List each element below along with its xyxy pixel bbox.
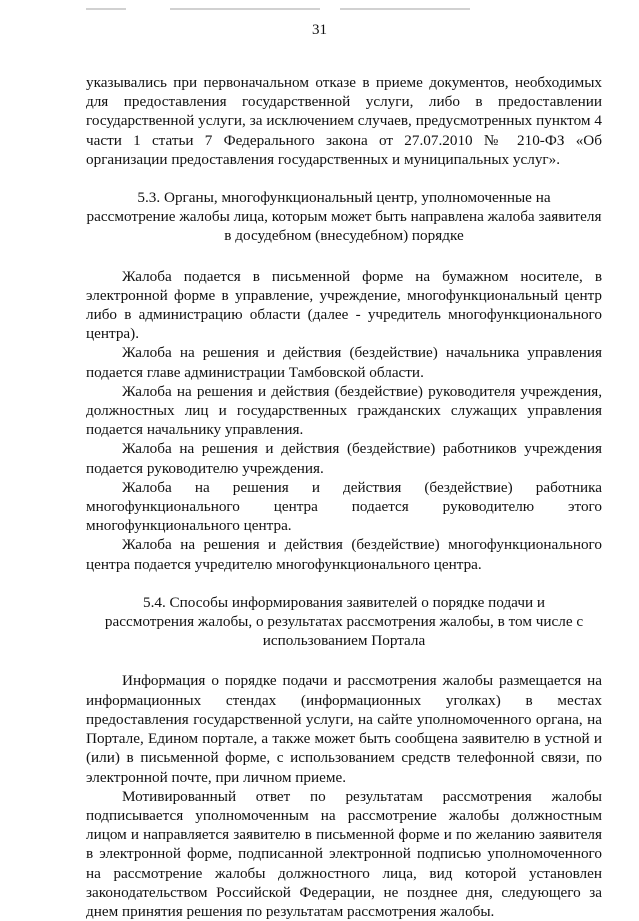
section-heading-5-3	[86, 188, 602, 246]
document-body	[86, 73, 602, 921]
heading-line: в досудебном (внесудебном) порядке	[224, 227, 464, 245]
heading-line: рассмотрения жалобы, о результатах рассмотрения жалобы, в том числе с	[104, 613, 584, 631]
paragraph: Жалоба на решения и действия (бездействие) работников учреждения подается руководителю учреждения.	[86, 440, 602, 477]
scan-artifact-top	[340, 8, 470, 10]
paragraph-continuation: указывались при первоначальном отказе в приеме документов, необходимых для предоставления государственной услуги, либо в предоставлении государственной услуги, за исключением случаев, предусмотренных пунктом 4 части 1 статьи 7 Федерального закона от 27.07.2010 № 210-ФЗ «Об организации предоставления государственных и муниципальных услуг».	[86, 74, 602, 168]
section-heading-5-4	[86, 593, 602, 651]
paragraph: Мотивированный ответ по результатам рассмотрения жалобы подписывается уполномоченным на рассмотрение жалобы должностным лицом и направляется заявителю в письменной форме и по желанию заявителя в электронной форме, подписанной электронной подписью уполномоченного на рассмотрение жалобы должностного лица, вид которой установлен законодательством Российской Федерации, не позднее дня, следующего за днем принятия решения по результатам рассмотрения жалобы.	[86, 787, 602, 920]
paragraph: Жалоба на решения и действия (бездействие) работника многофункционального центра подается руководителю этого многофункционального центра.	[86, 478, 602, 535]
section-5-4-body	[86, 671, 602, 921]
page-number: 31	[312, 22, 327, 38]
heading-line: 5.3. Органы, многофункциональный центр, уполномоченные на	[137, 189, 551, 207]
paragraph: Информация о порядке подачи и рассмотрения жалобы размещается на информационных стендах (информационных уголках) в местах предоставления государственной услуги, на сайте уполномоченного органа, на Портале, Едином портале, а также может быть сообщена заявителю в устной и (или) в письменной форме, с использованием средств телефонной связи, по электронной почте, при личном приеме.	[86, 672, 602, 786]
heading-line: 5.4. Способы информирования заявителей о порядке подачи и	[142, 593, 546, 611]
paragraph: Жалоба на решения и действия (бездействие) начальника управления подается главе администрации Тамбовской области.	[86, 344, 602, 381]
paragraph: Жалоба подается в письменной форме на бумажном носителе, в электронной форме в управление, учреждение, многофункциональный центр либо в администрацию области (далее - учредитель многофункционального центра).	[86, 267, 602, 343]
section-5-3-body	[86, 267, 602, 574]
scan-artifact-top	[86, 8, 126, 10]
scan-artifact-top	[170, 8, 320, 10]
heading-line: использованием Портала	[262, 632, 426, 650]
paragraph: Жалоба на решения и действия (бездействие) руководителя учреждения, должностных лиц и государственных гражданских служащих управления подается начальнику управления.	[86, 382, 602, 439]
paragraph: Жалоба на решения и действия (бездействие) многофункционального центра подается учредителю многофункционального центра.	[86, 536, 602, 573]
heading-line: рассмотрение жалобы лица, которым может быть направлена жалоба заявителя	[86, 208, 602, 226]
